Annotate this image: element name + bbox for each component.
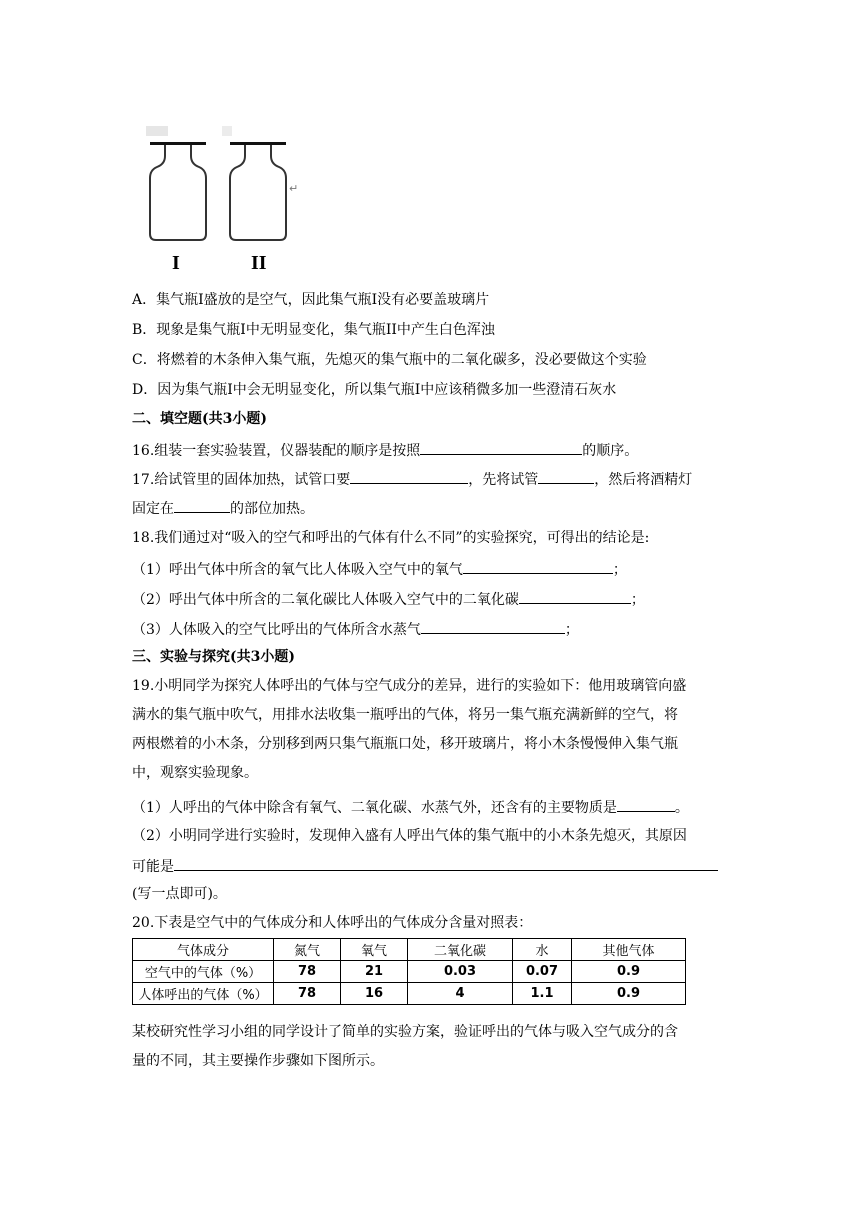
question-18-1 — [132, 559, 627, 579]
table-header-cell: 二氧化碳 — [408, 939, 513, 961]
scan-artifact — [222, 126, 232, 136]
gas-bottles-figure — [138, 122, 308, 277]
answer-blank[interactable] — [538, 469, 594, 484]
q18-1-end: ； — [612, 562, 627, 578]
question-19-2-note: (写一点即可)。 — [132, 886, 227, 902]
gas-bottle-1 — [150, 145, 206, 240]
q20-after-1: 某校研究性学习小组的同学设计了简单的实验方案，验证呼出的气体与吸入空气成分的含 — [132, 1024, 678, 1040]
question-17-cont — [132, 498, 314, 518]
answer-blank[interactable] — [421, 619, 565, 634]
answer-blank[interactable] — [463, 559, 613, 574]
question-17 — [132, 469, 692, 489]
q19-1-text: （1）人呼出的气体中除含有氧气、二氧化碳、水蒸气外，还含有的主要物质是 — [132, 800, 617, 816]
q18-3-text: （3）人体吸入的空气比呼出的气体所含水蒸气 — [132, 622, 421, 638]
gas-composition-table — [132, 938, 686, 1005]
question-16 — [132, 440, 638, 460]
question-19-1 — [132, 797, 689, 817]
gas-bottle-2 — [230, 145, 286, 240]
question-18-2 — [132, 589, 645, 609]
option-c: C．将燃着的木条伸入集气瓶，先熄灭的集气瓶中的二氧化碳多，没必要做这个实验 — [132, 352, 647, 368]
question-18-3 — [132, 619, 579, 639]
q17-text: 17.给试管里的固体加热，试管口要 — [132, 472, 351, 488]
q18-2-text: （2）呼出气体中所含的二氧化碳比人体吸入空气中的二氧化碳 — [132, 592, 519, 608]
table-cell: 0.07 — [513, 961, 572, 983]
q19-line-4: 中，观察实验现象。 — [132, 765, 258, 781]
scan-artifact — [146, 126, 168, 136]
q16-text: 16.组装一套实验装置，仪器装配的顺序是按照 — [132, 443, 421, 459]
answer-blank[interactable] — [617, 797, 675, 812]
q18-2-end: ； — [630, 592, 645, 608]
q20-after-2: 量的不同，其主要操作步骤如下图所示。 — [132, 1053, 384, 1069]
glass-plate-2 — [230, 142, 286, 145]
table-header-cell: 其他气体 — [572, 939, 686, 961]
bottle-label-1: I — [172, 252, 180, 274]
glass-plate-1 — [150, 142, 206, 145]
q17-text-4: 固定在 — [132, 501, 174, 517]
section-heading-experiment: 三、实验与探究(共3小题) — [132, 649, 295, 665]
table-cell: 0.9 — [572, 961, 686, 983]
paragraph-mark: ↵ — [289, 182, 299, 195]
table-cell: 1.1 — [513, 983, 572, 1005]
q17-text-2: ，先将试管 — [468, 472, 539, 488]
option-b: B．现象是集气瓶I中无明显变化，集气瓶II中产生白色浑浊 — [132, 322, 495, 338]
table-header-row — [133, 939, 686, 961]
table-cell: 78 — [274, 983, 341, 1005]
q17-text-5: 的部位加热。 — [230, 501, 314, 517]
table-cell: 4 — [408, 983, 513, 1005]
table-cell: 空气中的气体（%） — [133, 961, 274, 983]
answer-blank[interactable] — [174, 498, 230, 513]
table-row — [133, 983, 686, 1005]
table-header-cell: 氧气 — [341, 939, 408, 961]
table-header-cell: 水 — [513, 939, 572, 961]
table-cell: 16 — [341, 983, 408, 1005]
answer-blank[interactable] — [174, 856, 718, 871]
q16-text-end: 的顺序。 — [582, 443, 639, 459]
question-19-2: （2）小明同学进行实验时，发现伸入盛有人呼出气体的集气瓶中的小木条先熄灭，其原因 — [132, 828, 687, 844]
section-heading-fill-in: 二、填空题(共3小题) — [132, 411, 267, 427]
table-header-cell: 氮气 — [274, 939, 341, 961]
question-19-2-cont — [132, 856, 718, 876]
table-cell: 78 — [274, 961, 341, 983]
answer-blank[interactable] — [420, 440, 582, 455]
question-20-intro: 20.下表是空气中的气体成分和人体呼出的气体成分含量对照表： — [132, 915, 533, 931]
q19-2-text: 可能是 — [132, 859, 174, 875]
table-header-cell: 气体成分 — [133, 939, 274, 961]
table-cell: 0.9 — [572, 983, 686, 1005]
q18-3-end: ； — [564, 622, 579, 638]
q18-1-text: （1）呼出气体中所含的氧气比人体吸入空气中的氧气 — [132, 562, 463, 578]
table-cell: 21 — [341, 961, 408, 983]
table-cell: 0.03 — [408, 961, 513, 983]
q19-1-end: 。 — [674, 800, 689, 816]
table-cell: 人体呼出的气体（%） — [133, 983, 274, 1005]
answer-blank[interactable] — [350, 469, 468, 484]
q19-line-2: 满水的集气瓶中吹气，用排水法收集一瓶呼出的气体，将另一集气瓶充满新鲜的空气，将 — [132, 707, 678, 723]
option-d: D．因为集气瓶I中会无明显变化，所以集气瓶I中应该稍微多加一些澄清石灰水 — [132, 382, 617, 398]
q17-text-3: ，然后将酒精灯 — [594, 472, 693, 488]
q19-line-1: 19.小明同学为探究人体呼出的气体与空气成分的差异，进行的实验如下：他用玻璃管向盛 — [132, 678, 687, 694]
table-row — [133, 961, 686, 983]
bottle-label-2: II — [251, 252, 267, 274]
q19-line-3: 两根燃着的小木条，分别移到两只集气瓶瓶口处，移开玻璃片，将小木条慢慢伸入集气瓶 — [132, 736, 678, 752]
answer-blank[interactable] — [519, 589, 631, 604]
question-18-intro: 18.我们通过对“吸入的空气和呼出的气体有什么不同”的实验探究，可得出的结论是: — [132, 530, 650, 546]
option-a: A．集气瓶I盛放的是空气，因此集气瓶I没有必要盖玻璃片 — [132, 292, 490, 308]
